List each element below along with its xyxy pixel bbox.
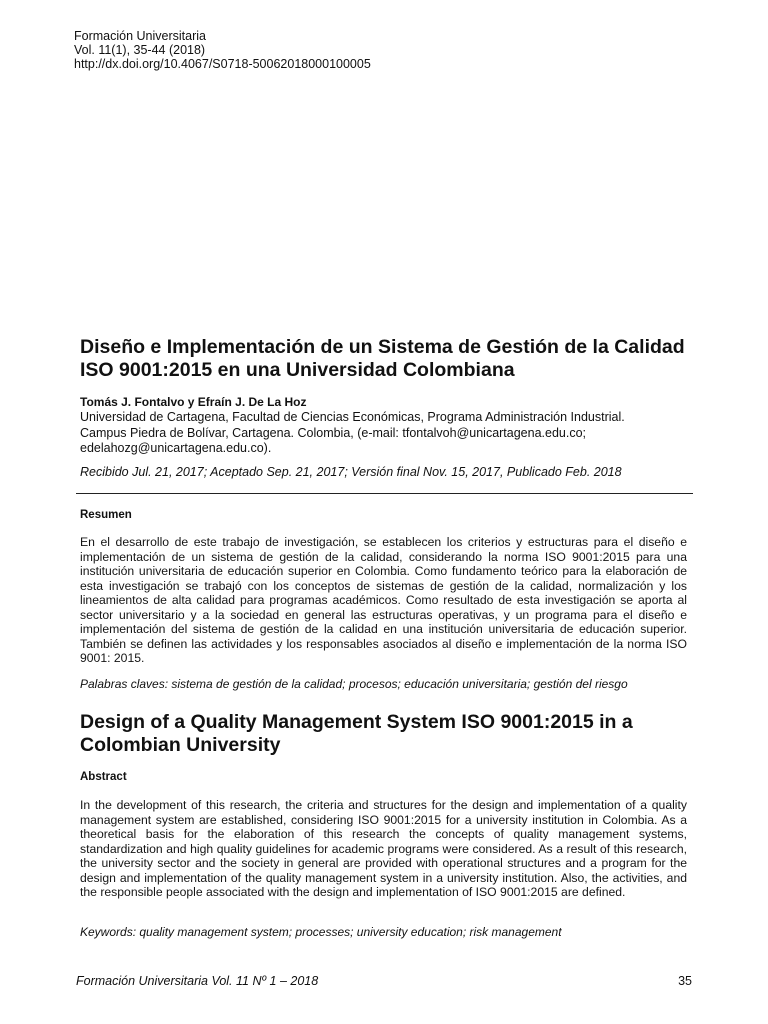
english-title: Design of a Quality Management System ISO 9001:2015 in a Colombian University (80, 711, 633, 756)
page-number: 35 (678, 974, 692, 988)
abstract-heading: Abstract (80, 771, 127, 783)
palabras-claves: Palabras claves: sistema de gestión de la calidad; procesos; educación universitaria; gestión del riesgo (80, 677, 628, 691)
journal-volume: Vol. 11(1), 35-44 (2018) (74, 43, 206, 57)
affiliation (80, 410, 700, 457)
authors: Tomás J. Fontalvo y Efraín J. De La Hoz (80, 395, 307, 409)
journal-name: Formación Universitaria (74, 29, 206, 43)
affiliation-line: Campus Piedra de Bolívar, Cartagena. Colombia, (e-mail: tfontalvoh@unicartagena.edu.co; (80, 425, 587, 440)
publication-dates: Recibido Jul. 21, 2017; Aceptado Sep. 21, 2017; Versión final Nov. 15, 2017, Publicado Feb. 2018 (80, 465, 622, 479)
footer-journal: Formación Universitaria Vol. 11 Nº 1 – 2018 (76, 974, 319, 988)
keywords: Keywords: quality management system; processes; university education; risk management (80, 925, 562, 939)
spanish-title: Diseño e Implementación de un Sistema de Gestión de la Calidad ISO 9001:2015 en una Universidad Colombiana (80, 336, 685, 381)
affiliation-line: Universidad de Cartagena, Facultad de Ciencias Económicas, Programa Administración Industrial. (80, 410, 625, 424)
resumen-heading: Resumen (80, 509, 132, 521)
resumen-text: En el desarrollo de este trabajo de investigación, se establecen los criterios y estructuras para el diseño e implementación de un sistema de gestión de la calidad, considerando la norma ISO 9001:2015 para una institución universitaria de educación superior en Colombia. Como fundamento teórico para la elaboración de esta investigación se trabajó con los conceptos de sistemas de gestión de la calidad, normalización y los lineamientos de alta calidad para programas académicos. Como resultado de esta investigación se aporta al sector universitario y a la sociedad en general las estructuras operativas, y un programa para el diseño e implementación del sistema de gestión de la calidad en una institución universitaria de educación superior. También se definen las actividades y los responsables asociados al diseño e implementación de la norma ISO 9001: 2015. (80, 535, 687, 665)
divider (76, 493, 693, 494)
affiliation-line: edelahozg@unicartagena.edu.co). (80, 441, 272, 455)
abstract-text: In the development of this research, the criteria and structures for the design and implementation of a quality management system are established, considering ISO 9001:2015 for a university institution in Colombia. As a theoretical basis for the elaboration of this research the concepts of quality management systems, standardization and high quality guidelines for academic programs were considered. As a result of this research, the university sector and the society in general are provided with operational structures and a program for the design and implementation of the quality management system in a university institution. Also, the activities, and the responsible people associated with the design and implementation of ISO 9001:2015 are defined. (80, 798, 687, 899)
doi-link[interactable]: http://dx.doi.org/10.4067/S0718-50062018000100005 (74, 57, 371, 71)
journal-header (74, 29, 371, 71)
